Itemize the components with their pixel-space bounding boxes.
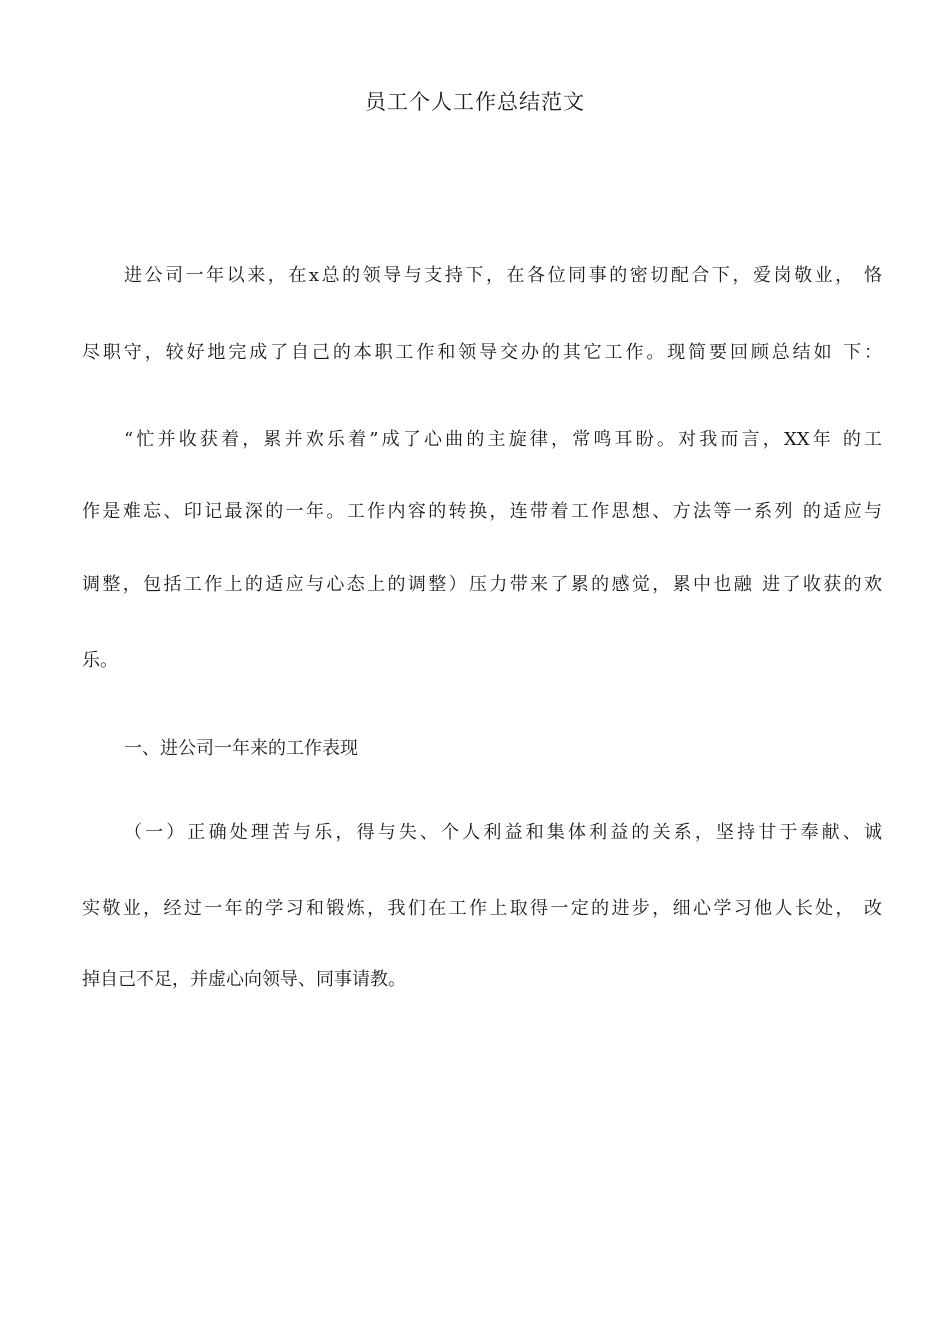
paragraph-1-line-1: 进公司一年以来，在x总的领导与支持下，在各位同事的密切配合下，爱岗敬业， 恪 [124, 265, 882, 286]
paragraph-1-line-2: 尽职守，较好地完成了自己的本职工作和领导交办的其它工作。现简要回顾总结如 下： [82, 342, 882, 363]
paragraph-2-line-4: 乐。 [82, 650, 118, 671]
paragraph-3-line-1: （一）正确处理苦与乐，得与失、个人利益和集体利益的关系，坚持甘于奉献、诚 [124, 822, 882, 843]
paragraph-2-line-2: 作是难忘、印记最深的一年。工作内容的转换，连带着工作思想、方法等一系列 的适应与 [82, 501, 882, 522]
paragraph-2-line-3: 调整，包括工作上的适应与心态上的调整）压力带来了累的感觉，累中也融 进了收获的欢 [82, 574, 882, 595]
paragraph-3-line-2: 实敬业，经过一年的学习和锻炼，我们在工作上取得一定的进步，细心学习他人长处， 改 [82, 898, 882, 919]
document-title: 员工个人工作总结范文 [365, 90, 585, 114]
paragraph-2-line-1: “忙并收获着，累并欢乐着”成了心曲的主旋律，常鸣耳盼。对我而言，XX年 的工 [124, 429, 882, 450]
section-heading-1: 一、进公司一年来的工作表现 [124, 738, 358, 759]
paragraph-3-line-3: 掉自己不足，并虚心向领导、同事请教。 [82, 969, 406, 990]
